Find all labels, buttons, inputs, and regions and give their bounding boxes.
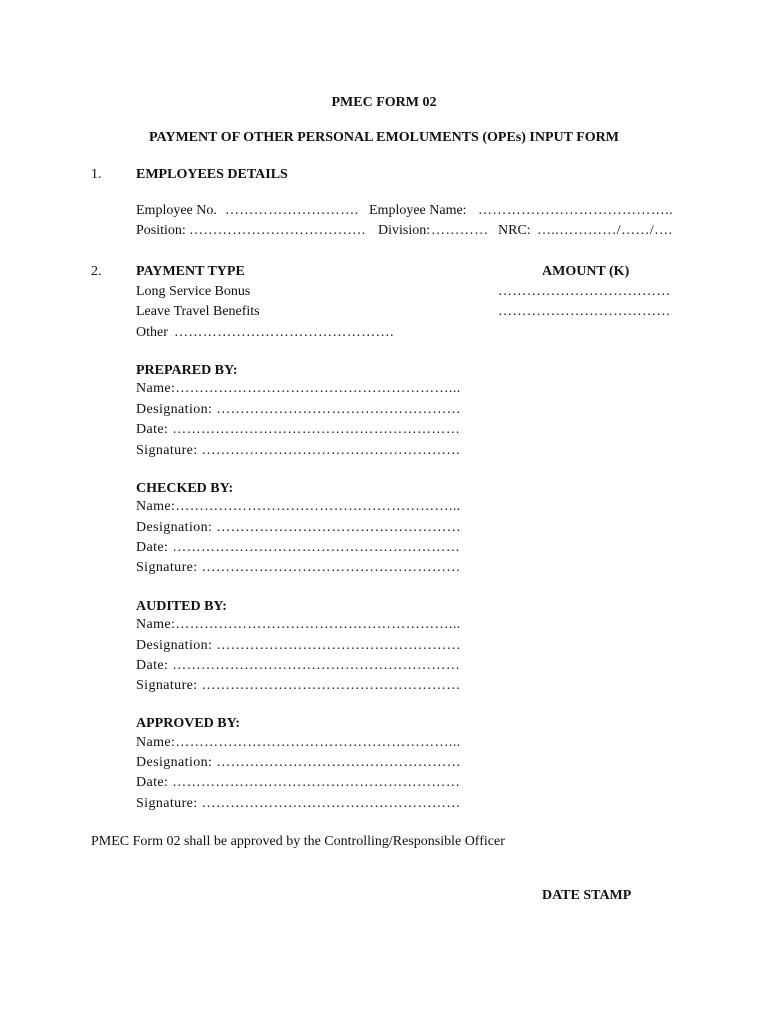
section-2-heading: PAYMENT TYPE	[136, 264, 245, 279]
position-label: Position:	[136, 223, 186, 238]
employee-no-label: Employee No.	[136, 203, 217, 218]
approved-by-signature: Signature: ………………………………………………	[136, 796, 461, 811]
audited-by-date: Date: ……………………………………………………	[136, 658, 461, 673]
employee-name-label: Employee Name:	[369, 203, 467, 218]
form-title: PAYMENT OF OTHER PERSONAL EMOLUMENTS (OPEs) INPUT FORM	[149, 130, 619, 145]
division-field: …………	[431, 223, 489, 238]
amount-heading: AMOUNT (K)	[542, 264, 630, 279]
approved-by-designation: Designation: ……………………………………………	[136, 755, 462, 770]
checked-by-date: Date: ……………………………………………………	[136, 540, 461, 555]
approved-by-name: Name:…………………………………………………...	[136, 735, 461, 750]
audited-by-name: Name:…………………………………………………...	[136, 617, 461, 632]
audited-by-heading: AUDITED BY:	[136, 599, 227, 614]
section-1-number: 1.	[91, 167, 102, 182]
checked-by-name: Name:…………………………………………………...	[136, 499, 461, 514]
payment-type-long-service-bonus: Long Service Bonus	[136, 284, 251, 299]
audited-by-signature: Signature: ………………………………………………	[136, 678, 461, 693]
approved-by-date: Date: ……………………………………………………	[136, 775, 461, 790]
audited-by-designation: Designation: ……………………………………………	[136, 638, 462, 653]
prepared-by-name: Name:…………………………………………………...	[136, 381, 461, 396]
employee-name-field: …………………………………..	[478, 203, 673, 218]
amount-leave-travel-benefits: ………………………………	[498, 304, 671, 319]
prepared-by-signature: Signature: ………………………………………………	[136, 443, 461, 458]
payment-type-other-field: ……………………………………….	[174, 325, 394, 340]
employee-no-field: ……………………….	[225, 203, 359, 218]
nrc-field: …..…………/……/….	[537, 223, 673, 238]
division-label: Division:	[378, 223, 431, 238]
prepared-by-designation: Designation: ……………………………………………	[136, 402, 462, 417]
approval-note: PMEC Form 02 shall be approved by the Controlling/Responsible Officer	[91, 834, 505, 849]
prepared-by-date: Date: ……………………………………………………	[136, 422, 461, 437]
date-stamp-label: DATE STAMP	[542, 888, 632, 903]
amount-long-service-bonus: ………………………………	[498, 284, 671, 299]
payment-type-other: Other	[136, 325, 168, 340]
approved-by-heading: APPROVED BY:	[136, 716, 241, 731]
prepared-by-heading: PREPARED BY:	[136, 363, 238, 378]
checked-by-signature: Signature: ………………………………………………	[136, 560, 461, 575]
position-field: ……………………………….	[189, 223, 366, 238]
form-number: PMEC FORM 02	[331, 95, 437, 110]
payment-type-leave-travel-benefits: Leave Travel Benefits	[136, 304, 260, 319]
nrc-label: NRC:	[498, 223, 531, 238]
checked-by-designation: Designation: ……………………………………………	[136, 520, 462, 535]
checked-by-heading: CHECKED BY:	[136, 481, 234, 496]
section-1-heading: EMPLOYEES DETAILS	[136, 167, 288, 182]
section-2-number: 2.	[91, 264, 102, 279]
